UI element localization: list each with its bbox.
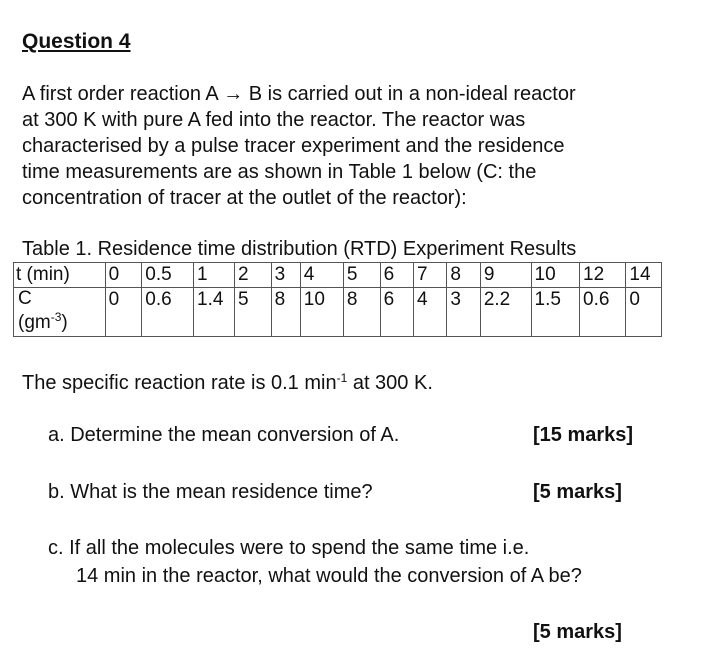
concentration-cell: 3 — [447, 288, 480, 337]
question-intro — [22, 81, 576, 211]
concentration-cell: 2.2 — [480, 288, 531, 337]
time-cell: 12 — [580, 263, 626, 288]
part-a-marks: [15 marks] — [533, 424, 634, 446]
time-cell: 3 — [271, 263, 300, 288]
concentration-symbol: C — [18, 288, 32, 309]
concentration-cell: 0 — [626, 288, 662, 337]
intro-line: characterised by a pulse tracer experiment and the residence — [22, 135, 565, 157]
time-cell: 1 — [194, 263, 235, 288]
time-cell: 0.5 — [142, 263, 194, 288]
time-cell: 4 — [300, 263, 343, 288]
part-c-marks: [5 marks] — [533, 621, 622, 643]
intro-line: at 300 K with pure A fed into the reactor. The reactor was — [22, 109, 526, 131]
unit-close: ) — [61, 312, 68, 333]
intro-line: time measurements are as shown in Table 1 below (C: the — [22, 161, 537, 183]
time-cell: 7 — [413, 263, 446, 288]
table-caption: Table 1. Residence time distribution (RTD) Experiment Results — [22, 238, 577, 260]
time-row-label: t (min) — [14, 263, 106, 288]
rate-exponent: -1 — [336, 371, 348, 385]
concentration-cell: 0.6 — [142, 288, 194, 337]
part-b-marks: [5 marks] — [533, 481, 622, 503]
time-cell: 10 — [531, 263, 580, 288]
time-cell: 6 — [380, 263, 413, 288]
reaction-rate-statement — [22, 372, 433, 395]
part-c-question-line2: 14 min in the reactor, what would the conversion of A be? — [76, 565, 582, 587]
intro-line: concentration of tracer at the outlet of the reactor): — [22, 187, 467, 209]
concentration-cell: 0.6 — [580, 288, 626, 337]
question-title: Question 4 — [22, 30, 131, 53]
time-cell: 14 — [626, 263, 662, 288]
concentration-cell: 8 — [271, 288, 300, 337]
time-cell: 8 — [447, 263, 480, 288]
concentration-cell: 5 — [235, 288, 272, 337]
concentration-unit — [18, 310, 102, 336]
concentration-cell: 1.5 — [531, 288, 580, 337]
rate-text: The specific reaction rate is 0.1 min — [22, 372, 337, 394]
concentration-cell: 1.4 — [194, 288, 235, 337]
part-c-question-line1: c. If all the molecules were to spend the same time i.e. — [48, 537, 530, 559]
time-cell: 5 — [343, 263, 380, 288]
table-row-concentration — [14, 288, 662, 337]
concentration-row-label — [14, 288, 106, 337]
part-b-question: b. What is the mean residence time? — [48, 481, 373, 503]
concentration-cell: 8 — [343, 288, 380, 337]
rtd-table — [13, 262, 662, 337]
time-cell: 0 — [105, 263, 142, 288]
concentration-cell: 4 — [413, 288, 446, 337]
concentration-cell: 0 — [105, 288, 142, 337]
concentration-cell: 10 — [300, 288, 343, 337]
part-a-question: a. Determine the mean conversion of A. — [48, 424, 400, 446]
time-cell: 2 — [235, 263, 272, 288]
time-cell: 9 — [480, 263, 531, 288]
unit-exponent: -3 — [50, 310, 62, 324]
intro-line: A first order reaction A → B is carried out in a non-ideal reactor — [22, 83, 576, 105]
table-row-time — [14, 263, 662, 288]
concentration-cell: 6 — [380, 288, 413, 337]
rate-text-end: at 300 K. — [347, 372, 433, 394]
unit-base: (gm — [18, 312, 51, 333]
